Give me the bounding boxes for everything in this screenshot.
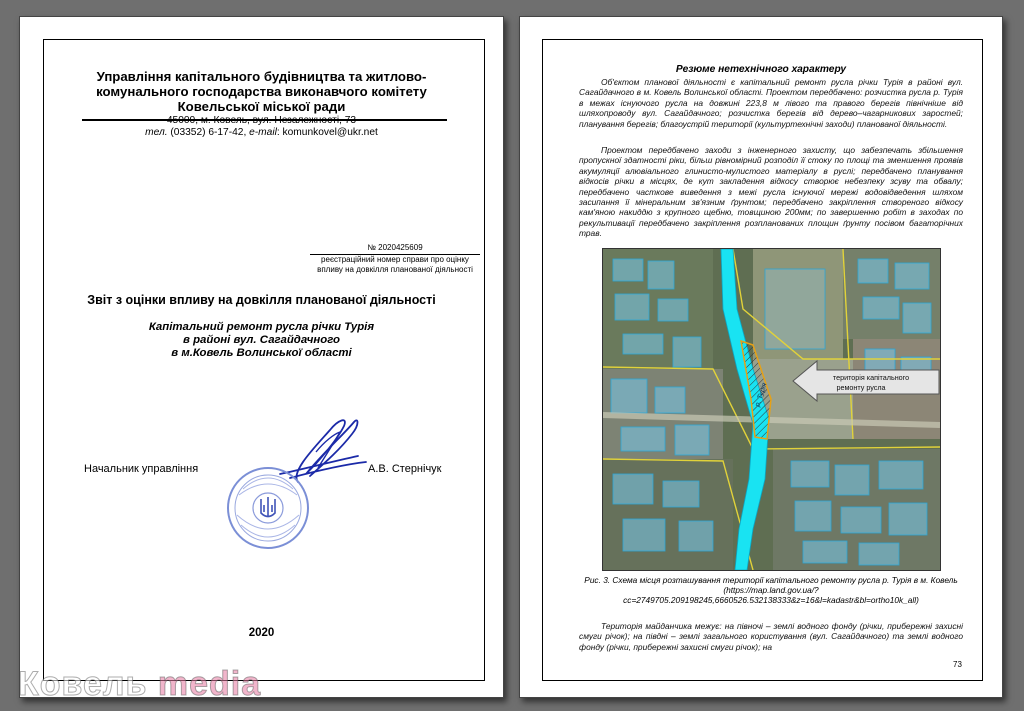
subtitle-line-2: в районі вул. Сагайдачного bbox=[183, 334, 340, 346]
email-address: : komunkovel@ukr.net bbox=[276, 127, 378, 138]
registration-number: № 2020425609 bbox=[310, 243, 480, 255]
letterhead bbox=[20, 69, 503, 139]
organization-name: Управління капітального будівництва та житлово-комунального господарства виконавчого комітету Ковельської міської ради bbox=[96, 69, 427, 114]
organization-contacts bbox=[20, 127, 503, 139]
subtitle-line-3: в м.Ковель Волинської області bbox=[171, 347, 352, 359]
organization-address: 45000, м. Ковель, вул. Незалежності, 73 bbox=[166, 115, 357, 126]
document-year: 2020 bbox=[248, 627, 275, 639]
figure-caption: Рис. 3. Схема місця розташування території капітального ремонту русла р. Турія в м. Ковель (https://map.land.gov.ua/?cc=2749705.209198245,6660526.532138333&z=16&l=kadastr&bl=ortho10k_all) bbox=[584, 575, 958, 606]
chief-name: А.В. Стернічук bbox=[368, 463, 442, 475]
summary-paragraph-1: Об'єктом планової діяльності є капітальний ремонт русла річки Турія в районі вул. Сагайдачного в м. Ковель Волинської області. Проектом передбачено: розчистка русла р. Турія в межах існуючого русла на довжині 223,8 м лівого та правого берегів північніше від шляхопроводу вул. Сагайдачного; розчистка берегів від дерево–чагарникових заростей; планування берегів; благоустрій території (культуртехнічні заходи) планованої діяльності. bbox=[579, 77, 963, 129]
phone-label: тел. bbox=[145, 127, 168, 138]
letterhead-divider bbox=[82, 119, 447, 121]
email-label: e-mail bbox=[249, 127, 277, 138]
report-subtitle bbox=[20, 321, 503, 360]
location-map bbox=[602, 248, 941, 571]
report-title: Звіт з оцінки впливу на довкілля планованої діяльності bbox=[87, 293, 436, 307]
subtitle-line-1: Капітальний ремонт русла річки Турія bbox=[148, 321, 375, 333]
registration-caption: реєстраційний номер справи про оцінку впливу на довкілля планованої діяльності bbox=[317, 255, 473, 274]
summary-paragraph-3: Територія майданчика межує: на півночі – землі водного фонду (річки, прибережні захисні смуги річок); на півдні – землі загального користування (вул. Сагайдачного) та землі водного фонду (річки, прибережні захисні смуги річок); на bbox=[579, 621, 963, 652]
map-river-label: р. Турія bbox=[754, 382, 769, 408]
map-callout-line-1: територія капітального bbox=[832, 373, 910, 382]
phone-number: (03352) 6-17-42, bbox=[167, 127, 250, 138]
document-page-left bbox=[19, 16, 504, 698]
watermark-logo: Ковель media bbox=[18, 665, 262, 703]
registration-block bbox=[310, 243, 480, 275]
page-number: 73 bbox=[953, 660, 962, 669]
map-callout-line-2: ремонту русла bbox=[836, 383, 886, 392]
document-page-right bbox=[519, 16, 1003, 698]
trident-icon bbox=[261, 497, 275, 517]
section-title: Резюме нетехнічного характеру bbox=[675, 64, 847, 75]
official-seal bbox=[225, 465, 311, 551]
summary-paragraph-2: Проектом передбачено заходи з інженерного захисту, що забезпечать збільшення пропускної здатності ріки, більш рівномірний розподіл її стоку по площі та зменшення проявів акумуляції алювіального глинисто-мулистого матеріалу в руслі; передбачено планування відкосів річки в місцях, де кут закладення відкосу створює небезпеку зсуву та обвалу; передбачено часткове виведення з межі русла існуючої мережі водовідведення шляхом засипання її мінеральним зв'язним ґрунтом; передбачено закріплення створеного відкосу кам'яною накиддю з крупного щебню, товщиною 200мм; по завершенню робіт в заходах по рекультивації передбачено закріплення розпланованих площин ґрунту посівом багаторічних трав. bbox=[579, 145, 963, 239]
chief-label: Начальник управління bbox=[84, 463, 199, 475]
